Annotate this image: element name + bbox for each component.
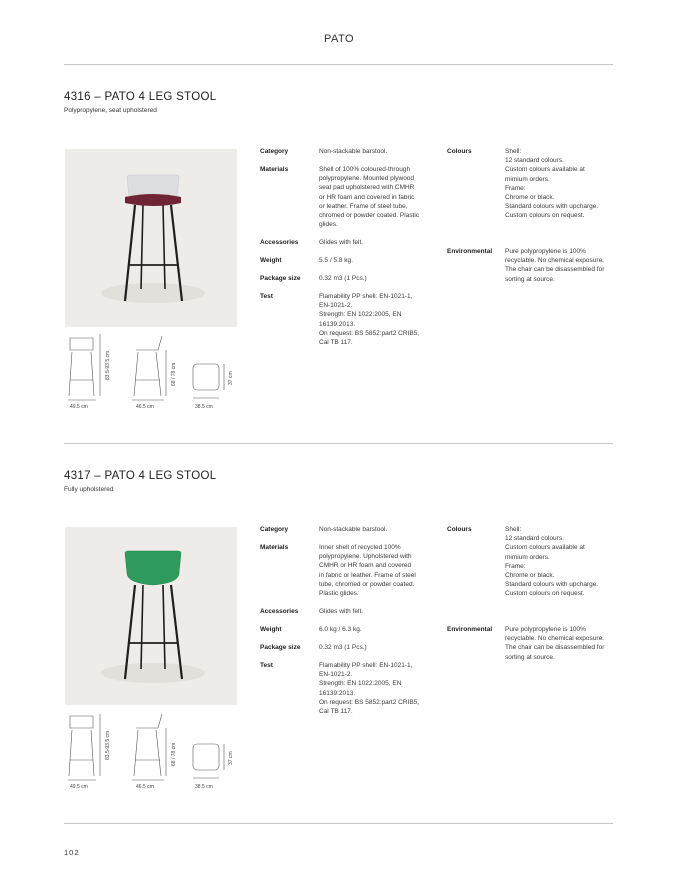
stool-image (65, 527, 237, 705)
spec-value-environmental: Pure polypropylene is 100% recyclable. No chemical exposure. The chair can be disassembled for sorting at source. (505, 248, 605, 283)
dimension-drawings (60, 330, 250, 410)
section-rule (64, 443, 613, 444)
dimension-drawings (60, 710, 250, 790)
spec-label-colours: Colours (447, 526, 472, 533)
spec-label-colours: Colours (447, 148, 472, 155)
spec-label-accessories: Accessories (260, 239, 299, 246)
spec-label-weight: Weight (260, 257, 282, 264)
spec-label-weight: Weight (260, 626, 282, 633)
depth-label: 46.5 cm (136, 404, 154, 410)
seat-height-label: 68 / 78 cm (171, 362, 177, 386)
spec-value-environmental: Pure polypropylene is 100% recyclable. No chemical exposure. The chair can be disassembled for sorting at source. (505, 626, 605, 661)
spec-value-materials: Inner shell of recycled 100% polypropylene. Upholstered with CMHR or HR foam and covered in fabric or leather. Frame of steel tube, chromed or powder coated. Plastic glides. (319, 544, 416, 598)
spec-label-materials: Materials (260, 166, 289, 173)
product-photo (65, 149, 237, 327)
top-view-drawing (193, 744, 224, 778)
top-view-drawing (193, 364, 224, 398)
spec-label-category: Category (260, 148, 289, 155)
product-photo (65, 527, 237, 705)
stool-image (65, 149, 237, 327)
header-rule (64, 64, 613, 65)
spec-value-accessories: Glides with felt. (319, 608, 364, 615)
spec-label-package: Package size (260, 644, 301, 651)
spec-value-test: Flamability PP shell: EN-1021-1, EN-1021-2. Strength: EN 1022:2005, EN 16139:2013. On request: BS 5852:part2 CRIB5, Cal TB 117. (319, 293, 420, 347)
side-view-drawing (132, 714, 166, 780)
top-width-label: 38.5 cm (195, 784, 213, 790)
spec-label-environmental: Environmental (447, 626, 493, 633)
front-view-drawing (68, 334, 100, 400)
top-width-label: 38.5 cm (195, 404, 213, 410)
width-label: 49.5 cm (70, 404, 88, 410)
spec-label-test: Test (260, 662, 273, 669)
spec-value-weight: 6.0 kg / 6.3 kg. (319, 626, 362, 633)
side-view-drawing (132, 336, 166, 400)
spec-label-test: Test (260, 293, 273, 300)
top-depth-label: 37 cm (228, 371, 234, 385)
spec-value-package: 0.32 m3 (1 Pcs.) (319, 644, 367, 651)
spec-value-colours: Shell: 12 standard colours. Custom colours available at mimium orders. Frame: Chrome or black. Standard colours with upcharge. Custom colours on request. (505, 148, 599, 220)
product-title: 4317 – PATO 4 LEG STOOL (64, 470, 217, 482)
spec-label-package: Package size (260, 275, 301, 282)
product-subtitle: Fully upholstered (64, 486, 114, 493)
height-label: 83.5-93.5 cm (105, 730, 111, 760)
spec-label-accessories: Accessories (260, 608, 299, 615)
spec-value-category: Non-stackable barstool. (319, 526, 388, 533)
width-label: 49.5 cm (70, 784, 88, 790)
front-view-drawing (68, 714, 100, 780)
height-label: 83.5-93.5 cm (105, 350, 111, 380)
spec-label-category: Category (260, 526, 289, 533)
spec-value-materials: Shell of 100% coloured-through polypropylene. Mounted plywood seat pad upholstered with CMHR or HR foam and covered in fabric or leather. Frame of steel tube, chromed or powder coated. Plastic glides. (319, 166, 420, 229)
seat-height-label: 68 / 78 cm (171, 742, 177, 766)
spec-value-accessories: Glides with felt. (319, 239, 364, 246)
spec-value-test: Flamability PP shell: EN-1021-1, EN-1021-2. Strength: EN 1022:2005, EN 16139:2013. On request: BS 5852:part2 CRIB5, Cal TB 117. (319, 662, 420, 716)
depth-label: 46.5 cm (136, 784, 154, 790)
spec-label-materials: Materials (260, 544, 289, 551)
spec-value-category: Non-stackable barstool. (319, 148, 388, 155)
spec-label-environmental: Environmental (447, 248, 493, 255)
footer-rule (64, 823, 613, 824)
page-header-title: PATO (323, 33, 355, 45)
spec-value-package: 0.32 m3 (1 Pcs.) (319, 275, 367, 282)
top-depth-label: 37 cm (228, 751, 234, 765)
spec-value-colours: Shell: 12 standard colours. Custom colours available at mimium orders. Frame: Chrome or black. Standard colours with upcharge. Custom colours on request. (505, 526, 599, 598)
spec-value-weight: 5.5 / 5.8 kg. (319, 257, 353, 264)
product-title: 4316 – PATO 4 LEG STOOL (64, 91, 217, 103)
page-number: 102 (64, 848, 80, 857)
product-subtitle: Polypropylene, seat upholstered (64, 107, 157, 114)
